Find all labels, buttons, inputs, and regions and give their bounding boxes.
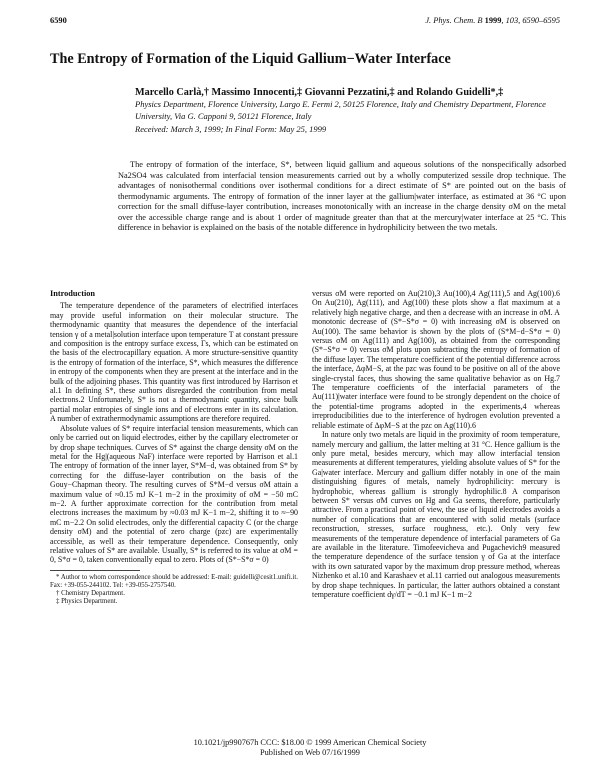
- journal-year: 1999: [484, 16, 502, 25]
- received-dates: Received: March 3, 1999; In Final Form: May 25, 1999: [135, 124, 327, 134]
- author-list: Marcello Carlà,† Massimo Innocenti,‡ Giovanni Pezzatini,‡ and Rolando Guidelli*,‡: [135, 87, 504, 98]
- body-paragraph: In nature only two metals are liquid in the proximity of room temperature, namely mercury and gallium, the latter melting at 31 °C. Hence gallium is the only pure metal, besides mercury, which may allow interfacial tension measurements at different temperatures, yielding absolute values of S* for the Ga|water interface. Mercury and gallium differ notably in one of the main distinguishing figures of metals, namely hydrophilicity: mercury is hydrophobic, whereas gallium is strongly hydrophilic.8 A comparison between S* versus σM curves on Hg and Ga seems, therefore, particularly attractive. From a practical point of view, the use of liquid electrodes avoids a number of complications that are encountered with solid metals (surface reconstruction, stresses, surface roughness, etc.). Only very few measurements of the temperature dependence of interfacial parameters of Ga are available in the literature. Timofeevicheva and Pugachevich9 measured the temperature dependence of the surface tension γ of Ga at the interface with its own saturated vapor by the maximum drop pressure method, whereas Nizhenko et al.10 and Karashaev et al.11 carried out analogous measurements by drop shape techniques. In particular, the latter authors obtained a constant temperature coefficient dγ/dT = −0.1 mJ K−1 m−2: [312, 430, 560, 599]
- body-paragraph: The temperature dependence of the parameters of electrified interfaces may provide useful information on their molecular structure. The thermodynamic quantity that measures the dependence of the interfacial tension γ of a metal|solution interface upon temperature T at constant pressure and composition is the entropy surface excess, Γs, which can be estimated on the basis of the electrocapillary equation. A more structure-sensitive quantity is the entropy of formation of the interface, S*, which measures the difference in entropy of the components when they are present at the interface and in the bulk of the adjoining phases. This quantity was first introduced by Harrison et al.1 In defining S*, these authors disregarded the contribution from metal electrons.2 Unfortunately, S* is not a thermodynamic quantity, since bulk partial molar entropies of single ions and of electrons enter in its calculation. A number of extrathermodynamic assumptions are therefore required.: [50, 301, 298, 424]
- footnote: † Chemistry Department.: [56, 589, 125, 597]
- left-column: [50, 289, 298, 606]
- footnote-divider: [50, 570, 140, 571]
- footnote: ‡ Physics Department.: [56, 598, 118, 606]
- article-title: The Entropy of Formation of the Liquid Gallium−Water Interface: [50, 51, 451, 67]
- journal-volume-pages: , 103, 6590–6595: [501, 16, 560, 25]
- body-paragraph: Absolute values of S* require interfacial tension measurements, which can only be carried out on liquid electrodes, either by the capillary electrometer or by drop shape techniques. Curves of S* against the charge density σM on the metal for the Hg|(aqueous NaF) interface were reported by Harrison et al.1 The entropy of formation of the inner layer, S*M−d, was obtained from S* by correcting for the diffuse-layer contribution on the basis of the Gouy−Chapman theory. The resulting curves of S*M−d versus σM attain a maximum value of ≈0.15 mJ K−1 m−2 in the proximity of σM = −50 mC m−2. A further approximate correction for the contribution from metal electrons increases the maximum by ≈0.03 mJ K−1 m−2, shifting it to ≈−90 mC m−2.2 On solid electrodes, only the differential capacity C (or the charge density σM) and the potential of zero charge (pzc) are experimentally accessible, as well as their temperature dependence. Consequently, only relative values of S* are available. Usually, S* is referred to its value at σM = 0, S*σ = 0, taken conventionally equal to zero. Plots of (S*−S*σ = 0): [50, 423, 298, 565]
- published-date: Published on Web 07/16/1999: [260, 748, 360, 757]
- abstract: The entropy of formation of the interface, S*, between liquid gallium and aqueous solutions of the nonspecifically adsorbed Na2SO4 was calculated from interfacial tension measurements carried out by a wholly computerized sessile drop technique. The advantages of nonisothermal conditions over isothermal conditions for a direct estimate of S* are pointed out on the basis of thermodynamic arguments. The entropy of formation of the inner layer at the gallium|water interface, as estimated at 36 °C upon correction for the small diffuse-layer contribution, increases monotonically with an increase in the charge density σM on the metal over the accessible charge range and is about 1 order of magnitude greater than that at the mercury|water interface at 25 °C. This difference in behavior is explained on the basis of the notable difference in hydrophilicity between the two metals.: [118, 160, 566, 232]
- page-footer: [50, 738, 570, 758]
- footnote: * Author to whom correspondence should be addressed: E-mail: guidelli@cesit1.unifi.it. Fax: +39-055-244102. Tel: +39-055-2757540.: [50, 573, 298, 589]
- page-number: 6590: [50, 16, 67, 25]
- body-paragraph: versus σM were reported on Au(210),3 Au(100),4 Ag(111),5 and Ag(100).6 On Au(210), Ag(111), and Ag(100) these plots show a flat maximum at a relatively high negative charge, and then a decrease with an increase in σM. A monotonic decrease of (S*−S*σ = 0) with increasing σM is observed on Au(100). The same behavior is shown by the plots of (S*M−d−S*σ = 0) versus σM on Ag(111) and Ag(100), as obtained from the corresponding (S*−S*σ = 0) versus σM plots upon subtracting the entropy of formation of the diffuse layer. The temperature coefficient of the potential difference across the interface, ΔφM−S, at the pzc was found to be positive on all of the above single-crystal faces, thus showing the same qualitative behavior as on Hg.7 The temperature coefficients of the interfacial parameters of the Au(111)|water interface were found to be strongly dependent on the choice of the potential-time programs adopted in the experiments,4 whereas irreproducibilities due to the interference of hydrogen evolution prevented a reliable estimate of ΔφM−S at the pzc on Ag(110).6: [312, 289, 560, 430]
- right-column: [312, 289, 560, 599]
- doi-copyright-line: 10.1021/jp990767h CCC: $18.00 © 1999 American Chemical Society: [193, 738, 427, 747]
- journal-citation: [425, 16, 560, 25]
- running-head: [50, 16, 560, 28]
- journal-abbrev: J. Phys. Chem. B: [425, 16, 483, 25]
- affiliation: Physics Department, Florence University, Largo E. Fermi 2, 50125 Florence, Italy and Chemistry Department, Florence University, Via G. Capponi 9, 50121 Florence, Italy: [135, 99, 546, 121]
- section-heading-introduction: Introduction: [50, 289, 96, 298]
